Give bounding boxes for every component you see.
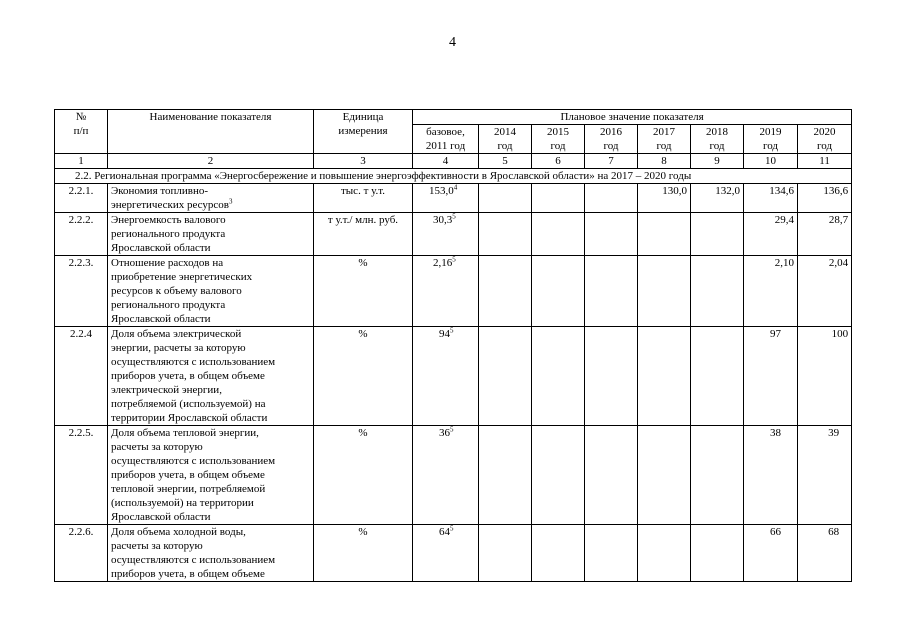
header-year-2018: 2018 год xyxy=(691,125,744,154)
value-2020: 2,04 xyxy=(798,256,852,327)
value-2016 xyxy=(585,184,638,213)
unit: % xyxy=(314,256,413,327)
value-2017 xyxy=(638,213,691,256)
value-2019: 66 xyxy=(744,525,798,582)
col-number: 9 xyxy=(691,154,744,169)
value-2016 xyxy=(585,256,638,327)
indicator-name: Доля объема тепловой энергии, расчеты за которую осуществляются с использованием приборов учета, в общем объеме тепловой энергии, потребляемой (используемой) на территории Ярославской области xyxy=(108,426,314,525)
base-value: $64^5$ xyxy=(413,525,479,582)
value-2015 xyxy=(532,426,585,525)
value-2016 xyxy=(585,213,638,256)
column-numbers-row xyxy=(55,154,852,169)
col-number: 6 xyxy=(532,154,585,169)
page-number: 4 xyxy=(449,35,456,50)
header-year-2019: 2019 год xyxy=(744,125,798,154)
value-2019: 134,6 xyxy=(744,184,798,213)
value-2014 xyxy=(479,327,532,426)
value-2018 xyxy=(691,256,744,327)
value-2018: 132,0 xyxy=(691,184,744,213)
col-number: 7 xyxy=(585,154,638,169)
header-year-2016: 2016 год xyxy=(585,125,638,154)
table-row xyxy=(55,256,852,327)
unit: % xyxy=(314,426,413,525)
section-row xyxy=(55,169,852,184)
unit: т у.т./ млн. руб. xyxy=(314,213,413,256)
indicator-name: Доля объема холодной воды, расчеты за которую осуществляются с использованием приборов учета, в общем объеме xyxy=(108,525,314,582)
row-number: 2.2.2. xyxy=(55,213,108,256)
header-year-2015: 2015 год xyxy=(532,125,585,154)
header-year-2020: 2020 год xyxy=(798,125,852,154)
row-number: 2.2.3. xyxy=(55,256,108,327)
base-value: 30,3$^5$ xyxy=(413,213,479,256)
table-row xyxy=(55,426,852,525)
base-value: $36^5$ xyxy=(413,426,479,525)
table-row xyxy=(55,184,852,213)
value-2020: 28,7 xyxy=(798,213,852,256)
value-2019: 38 xyxy=(744,426,798,525)
value-2017 xyxy=(638,426,691,525)
value-2018 xyxy=(691,426,744,525)
value-2014 xyxy=(479,184,532,213)
value-2016 xyxy=(585,327,638,426)
header-unit: Единица измерения xyxy=(314,110,413,154)
value-2017 xyxy=(638,525,691,582)
indicator-name: Доля объема электрической энергии, расчеты за которую осуществляются с использованием приборов учета, в общем объеме электрической энергии, потребляемой (используемой) на территории Ярославской области xyxy=(108,327,314,426)
indicator-name: Энергоемкость валового регионального продукта Ярославской области xyxy=(108,213,314,256)
value-2014 xyxy=(479,525,532,582)
indicator-name: Экономия топливно- энергетических ресурсов$^3$ xyxy=(108,184,314,213)
value-2015 xyxy=(532,256,585,327)
base-value: 2,16$^5$ xyxy=(413,256,479,327)
row-number: 2.2.6. xyxy=(55,525,108,582)
col-number: 8 xyxy=(638,154,691,169)
value-2015 xyxy=(532,327,585,426)
value-2015 xyxy=(532,184,585,213)
value-2018 xyxy=(691,525,744,582)
base-value: $94^5$ xyxy=(413,327,479,426)
header-name: Наименование показателя xyxy=(108,110,314,154)
value-2019: 29,4 xyxy=(744,213,798,256)
value-2020: 100 xyxy=(798,327,852,426)
unit: тыс. т у.т. xyxy=(314,184,413,213)
header-no: № п/п xyxy=(55,110,108,154)
value-2020: 39 xyxy=(798,426,852,525)
base-value: 153,0$^4$ xyxy=(413,184,479,213)
indicator-name: Отношение расходов на приобретение энергетических ресурсов к объему валового регионального продукта Ярославской области xyxy=(108,256,314,327)
unit: % xyxy=(314,525,413,582)
value-2015 xyxy=(532,213,585,256)
value-2015 xyxy=(532,525,585,582)
col-number: 3 xyxy=(314,154,413,169)
col-number: 4 xyxy=(413,154,479,169)
header-year-2017: 2017 год xyxy=(638,125,691,154)
value-2020: 68 xyxy=(798,525,852,582)
table-row xyxy=(55,213,852,256)
value-2018 xyxy=(691,213,744,256)
section-title: 2.2. Региональная программа «Энергосбережение и повышение энергоэффективности в Ярославской области» на 2017 – 2020 годы xyxy=(55,169,852,184)
indicators-table xyxy=(54,109,852,582)
col-number: 1 xyxy=(55,154,108,169)
value-2016 xyxy=(585,426,638,525)
value-2019: 97 xyxy=(744,327,798,426)
value-2020: 136,6 xyxy=(798,184,852,213)
row-number: 2.2.4 xyxy=(55,327,108,426)
header-year-2014: 2014 год xyxy=(479,125,532,154)
row-number: 2.2.1. xyxy=(55,184,108,213)
header-plan-value: Плановое значение показателя xyxy=(413,110,852,125)
value-2014 xyxy=(479,256,532,327)
col-number: 5 xyxy=(479,154,532,169)
value-2014 xyxy=(479,426,532,525)
value-2019: 2,10 xyxy=(744,256,798,327)
header-base-year: базовое, 2011 год xyxy=(413,125,479,154)
col-number: 2 xyxy=(108,154,314,169)
value-2016 xyxy=(585,525,638,582)
table-row xyxy=(55,525,852,582)
col-number: 11 xyxy=(798,154,852,169)
value-2017 xyxy=(638,327,691,426)
value-2017: 130,0 xyxy=(638,184,691,213)
col-number: 10 xyxy=(744,154,798,169)
header-row-1 xyxy=(55,110,852,125)
row-number: 2.2.5. xyxy=(55,426,108,525)
value-2017 xyxy=(638,256,691,327)
value-2018 xyxy=(691,327,744,426)
unit: % xyxy=(314,327,413,426)
table-row xyxy=(55,327,852,426)
value-2014 xyxy=(479,213,532,256)
